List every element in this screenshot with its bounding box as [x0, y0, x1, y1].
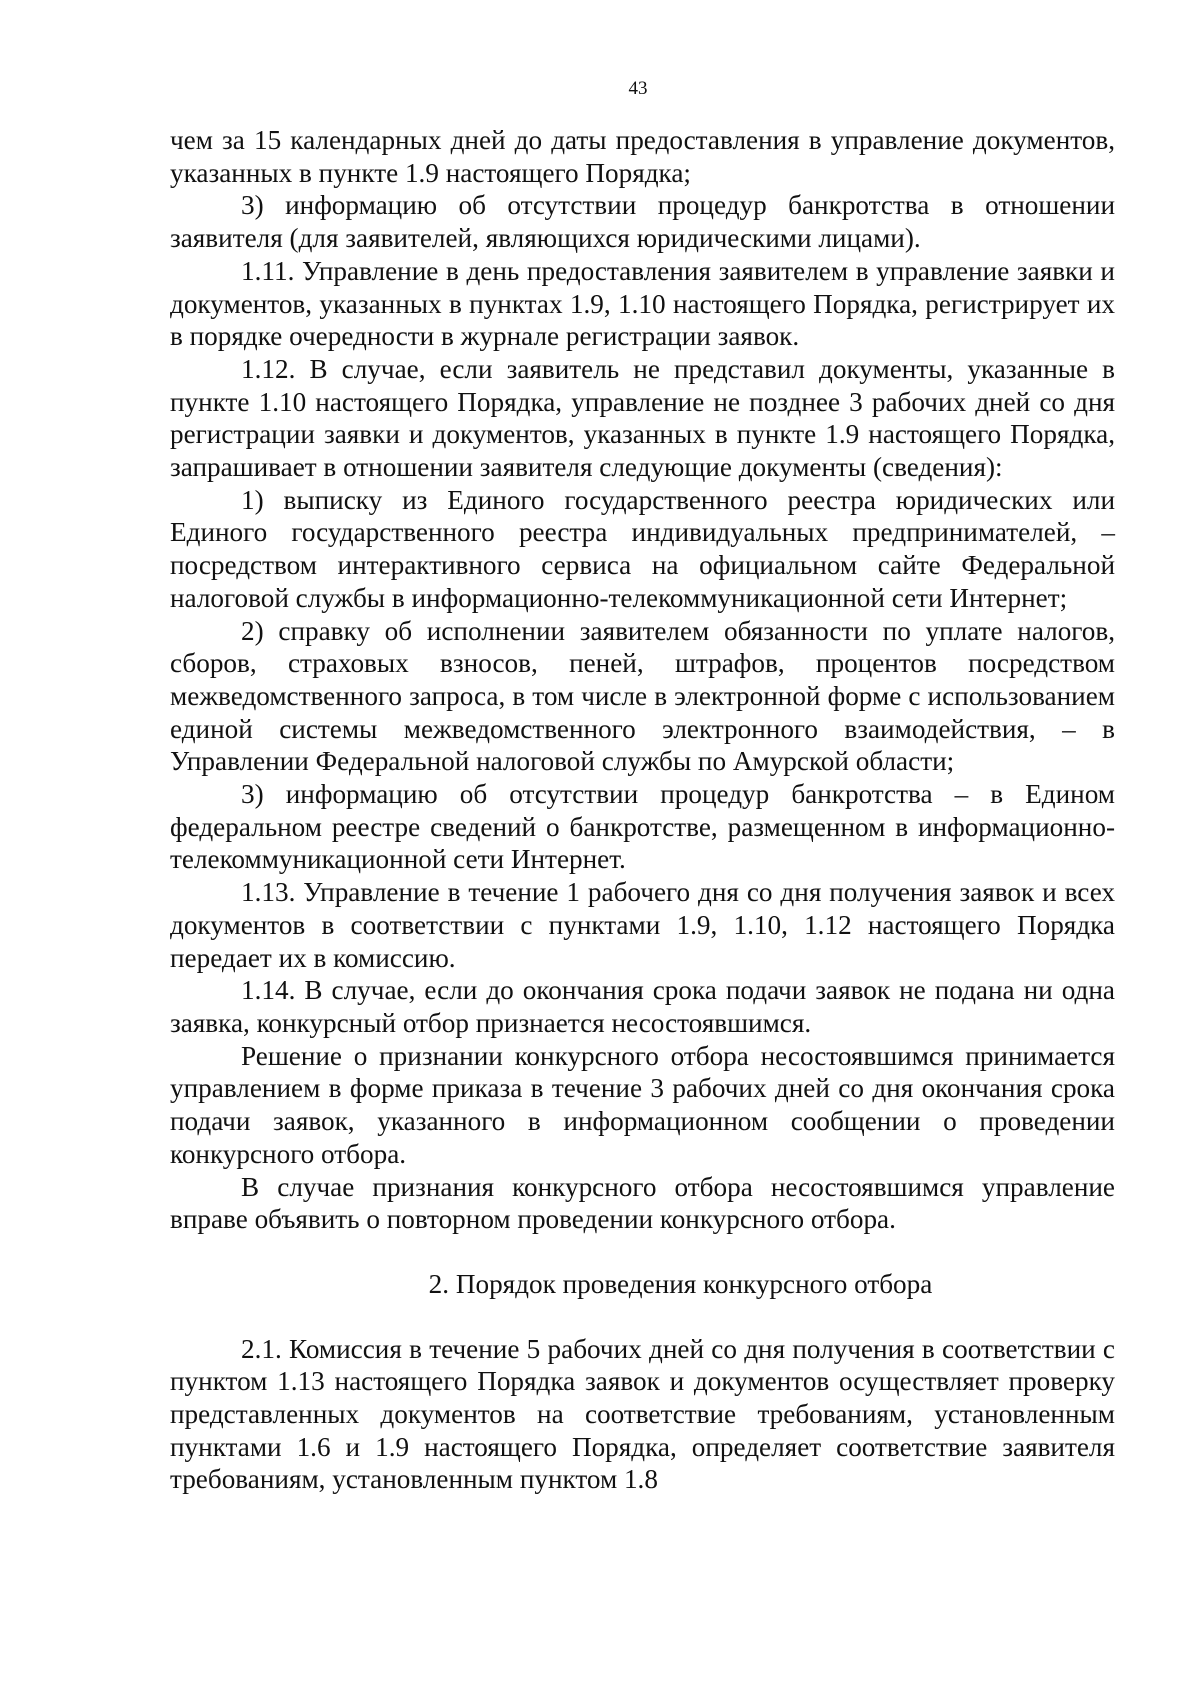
paragraph-repeat-selection: В случае признания конкурсного отбора несостоявшимся управление вправе объявить о повторном проведении конкурсного отбора. — [170, 1171, 1115, 1235]
paragraph-1-13: 1.13. Управление в течение 1 рабочего дня со дня получения заявок и всех документов в соответствии с пунктами 1.9, 1.10, 1.12 настоящего Порядка передает их в комиссию. — [170, 877, 1115, 973]
paragraph-2-1: 2.1. Комиссия в течение 5 рабочих дней со дня получения в соответствии с пунктом 1.13 настоящего Порядка заявок и документов осуществляет проверку представленных документов на соответствие требованиям, установленным пунктами 1.6 и 1.9 настоящего Порядка, определяет соответствие заявителя требованиям, установленным пунктом 1.8 — [170, 1333, 1115, 1495]
spacer — [170, 1301, 1115, 1333]
paragraph-1-11: 1.11. Управление в день предоставления заявителем в управление заявки и документов, указанных в пунктах 1.9, 1.10 настоящего Порядка, регистрирует их в порядке очередности в журнале регистрации заявок. — [170, 255, 1115, 352]
paragraph-decision: Решение о признании конкурсного отбора несостоявшимся принимается управлением в форме приказа в течение 3 рабочих дней со дня окончания срока подачи заявок, указанного в информационном сообщении о проведении конкурсного отбора. — [170, 1040, 1115, 1169]
paragraph-1-14: 1.14. В случае, если до окончания срока подачи заявок не подана ни одна заявка, конкурсный отбор признается несостоявшимся. — [170, 975, 1115, 1038]
section-heading: 2. Порядок проведения конкурсного отбора — [428, 1268, 933, 1299]
document-body — [170, 124, 1115, 1496]
paragraph-continuation: чем за 15 календарных дней до даты предоставления в управление документов, указанных в пункте 1.9 настоящего Порядка; — [170, 125, 1115, 188]
paragraph-item-1-registry-extract: 1) выписку из Единого государственного реестра юридических или Единого государственного реестра индивидуальных предпринимателей, – посредством интерактивного сервиса на официальном сайте Федеральной налоговой службы в информационно-телекоммуникационной сети Интернет; — [170, 484, 1115, 613]
paragraph-item-3-bankruptcy-registry: 3) информацию об отсутствии процедур банкротства – в Едином федеральном реестре сведений о банкротстве, размещенном в информационно-телекоммуникационной сети Интернет. — [170, 779, 1115, 875]
paragraph-item-3-bankruptcy-info: 3) информацию об отсутствии процедур банкротства в отношении заявителя (для заявителей, являющихся юридическими лицами). — [170, 190, 1115, 254]
paragraph-1-12: 1.12. В случае, если заявитель не представил документы, указанные в пункте 1.10 настоящего Порядка, управление не позднее 3 рабочих дней со дня регистрации заявки и документов, указанных в пункте 1.9 настоящего Порядка, запрашивает в отношении заявителя следующие документы (сведения): — [170, 353, 1115, 483]
page-number: 43 — [628, 78, 648, 99]
paragraph-item-2-tax-certificate: 2) справку об исполнении заявителем обязанности по уплате налогов, сборов, страховых взносов, пеней, штрафов, процентов посредством межведомственного запроса, в том числе в электронной форме с использованием единой системы межведомственного электронного взаимодействия, – в Управлении Федеральной налоговой службы по Амурской области; — [170, 615, 1115, 777]
spacer — [170, 1236, 1115, 1268]
